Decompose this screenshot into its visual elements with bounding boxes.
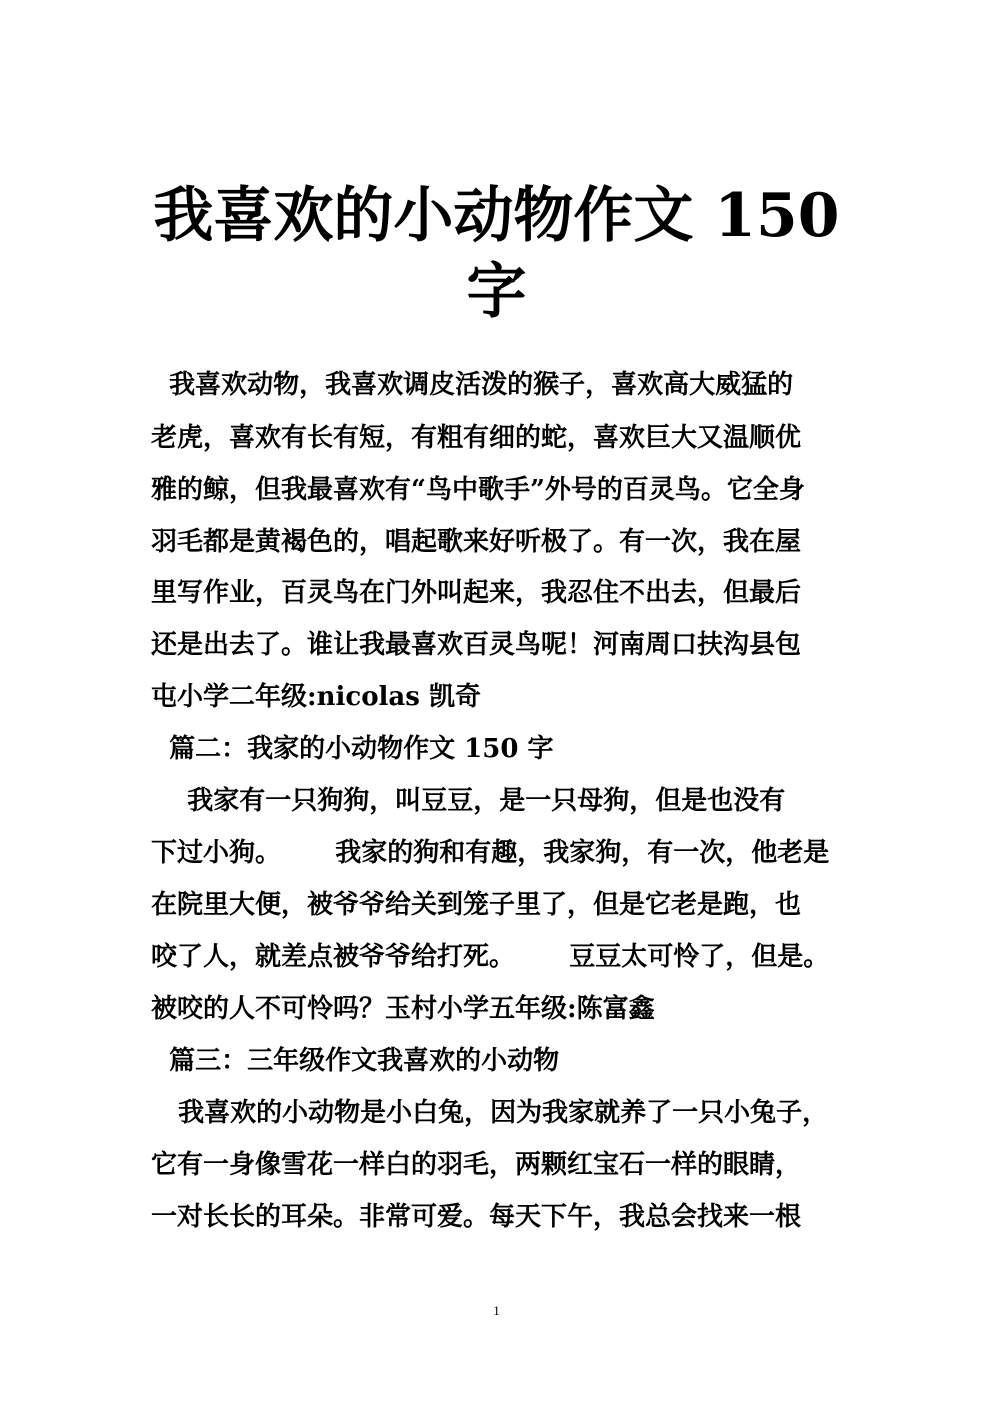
section-heading-3: 篇三：三年级作文我喜欢的小动物 (151, 1046, 560, 1076)
text-line: 我喜欢动物，我喜欢调皮活泼的猴子，喜欢高大威猛的 (151, 370, 794, 400)
section-heading-2: 篇二：我家的小动物作文 150 字 (151, 734, 554, 764)
text-line: 咬了人，就差点被爷爷给打死。 豆豆太可怜了，但是。 (151, 942, 830, 972)
text-line: 羽毛都是黄褐色的，唱起歌来好听极了。有一次，我在屋 (151, 527, 802, 557)
text-line: 它有一身像雪花一样白的羽毛，两颗红宝石一样的眼睛， (151, 1150, 802, 1180)
text-line: 下过小狗。 我家的狗和有趣，我家狗，有一次，他老是 (151, 838, 830, 868)
text-line: 雅的鲸，但我最喜欢有“鸟中歌手”外号的百灵鸟。它全身 (151, 475, 805, 505)
text-line: 一对长长的耳朵。非常可爱。每天下午，我总会找来一根 (151, 1202, 802, 1232)
text-line: 我家有一只狗狗，叫豆豆，是一只母狗，但是也没有 (151, 786, 786, 816)
title-line-2: 字 (466, 257, 527, 327)
text-line: 里写作业，百灵鸟在门外叫起来，我忍住不出去，但最后 (151, 578, 802, 608)
page-number: 1 (493, 1303, 500, 1318)
text-line: 还是出去了。谁让我最喜欢百灵鸟呢！河南周口扶沟县包 (151, 630, 802, 660)
title-line-1: 我喜欢的小动物作文 150 (153, 181, 840, 251)
text-line: 屯小学二年级:nicolas 凯奇 (151, 682, 481, 712)
text-line: 我喜欢的小动物是小白兔，因为我家就养了一只小兔子， (151, 1098, 829, 1128)
text-line: 老虎，喜欢有长有短，有粗有细的蛇，喜欢巨大又温顺优 (151, 423, 802, 453)
text-line: 被咬的人不可怜吗？玉村小学五年级:陈富鑫 (151, 994, 655, 1024)
text-line: 在院里大便，被爷爷给关到笼子里了，但是它老是跑，也 (151, 890, 802, 920)
